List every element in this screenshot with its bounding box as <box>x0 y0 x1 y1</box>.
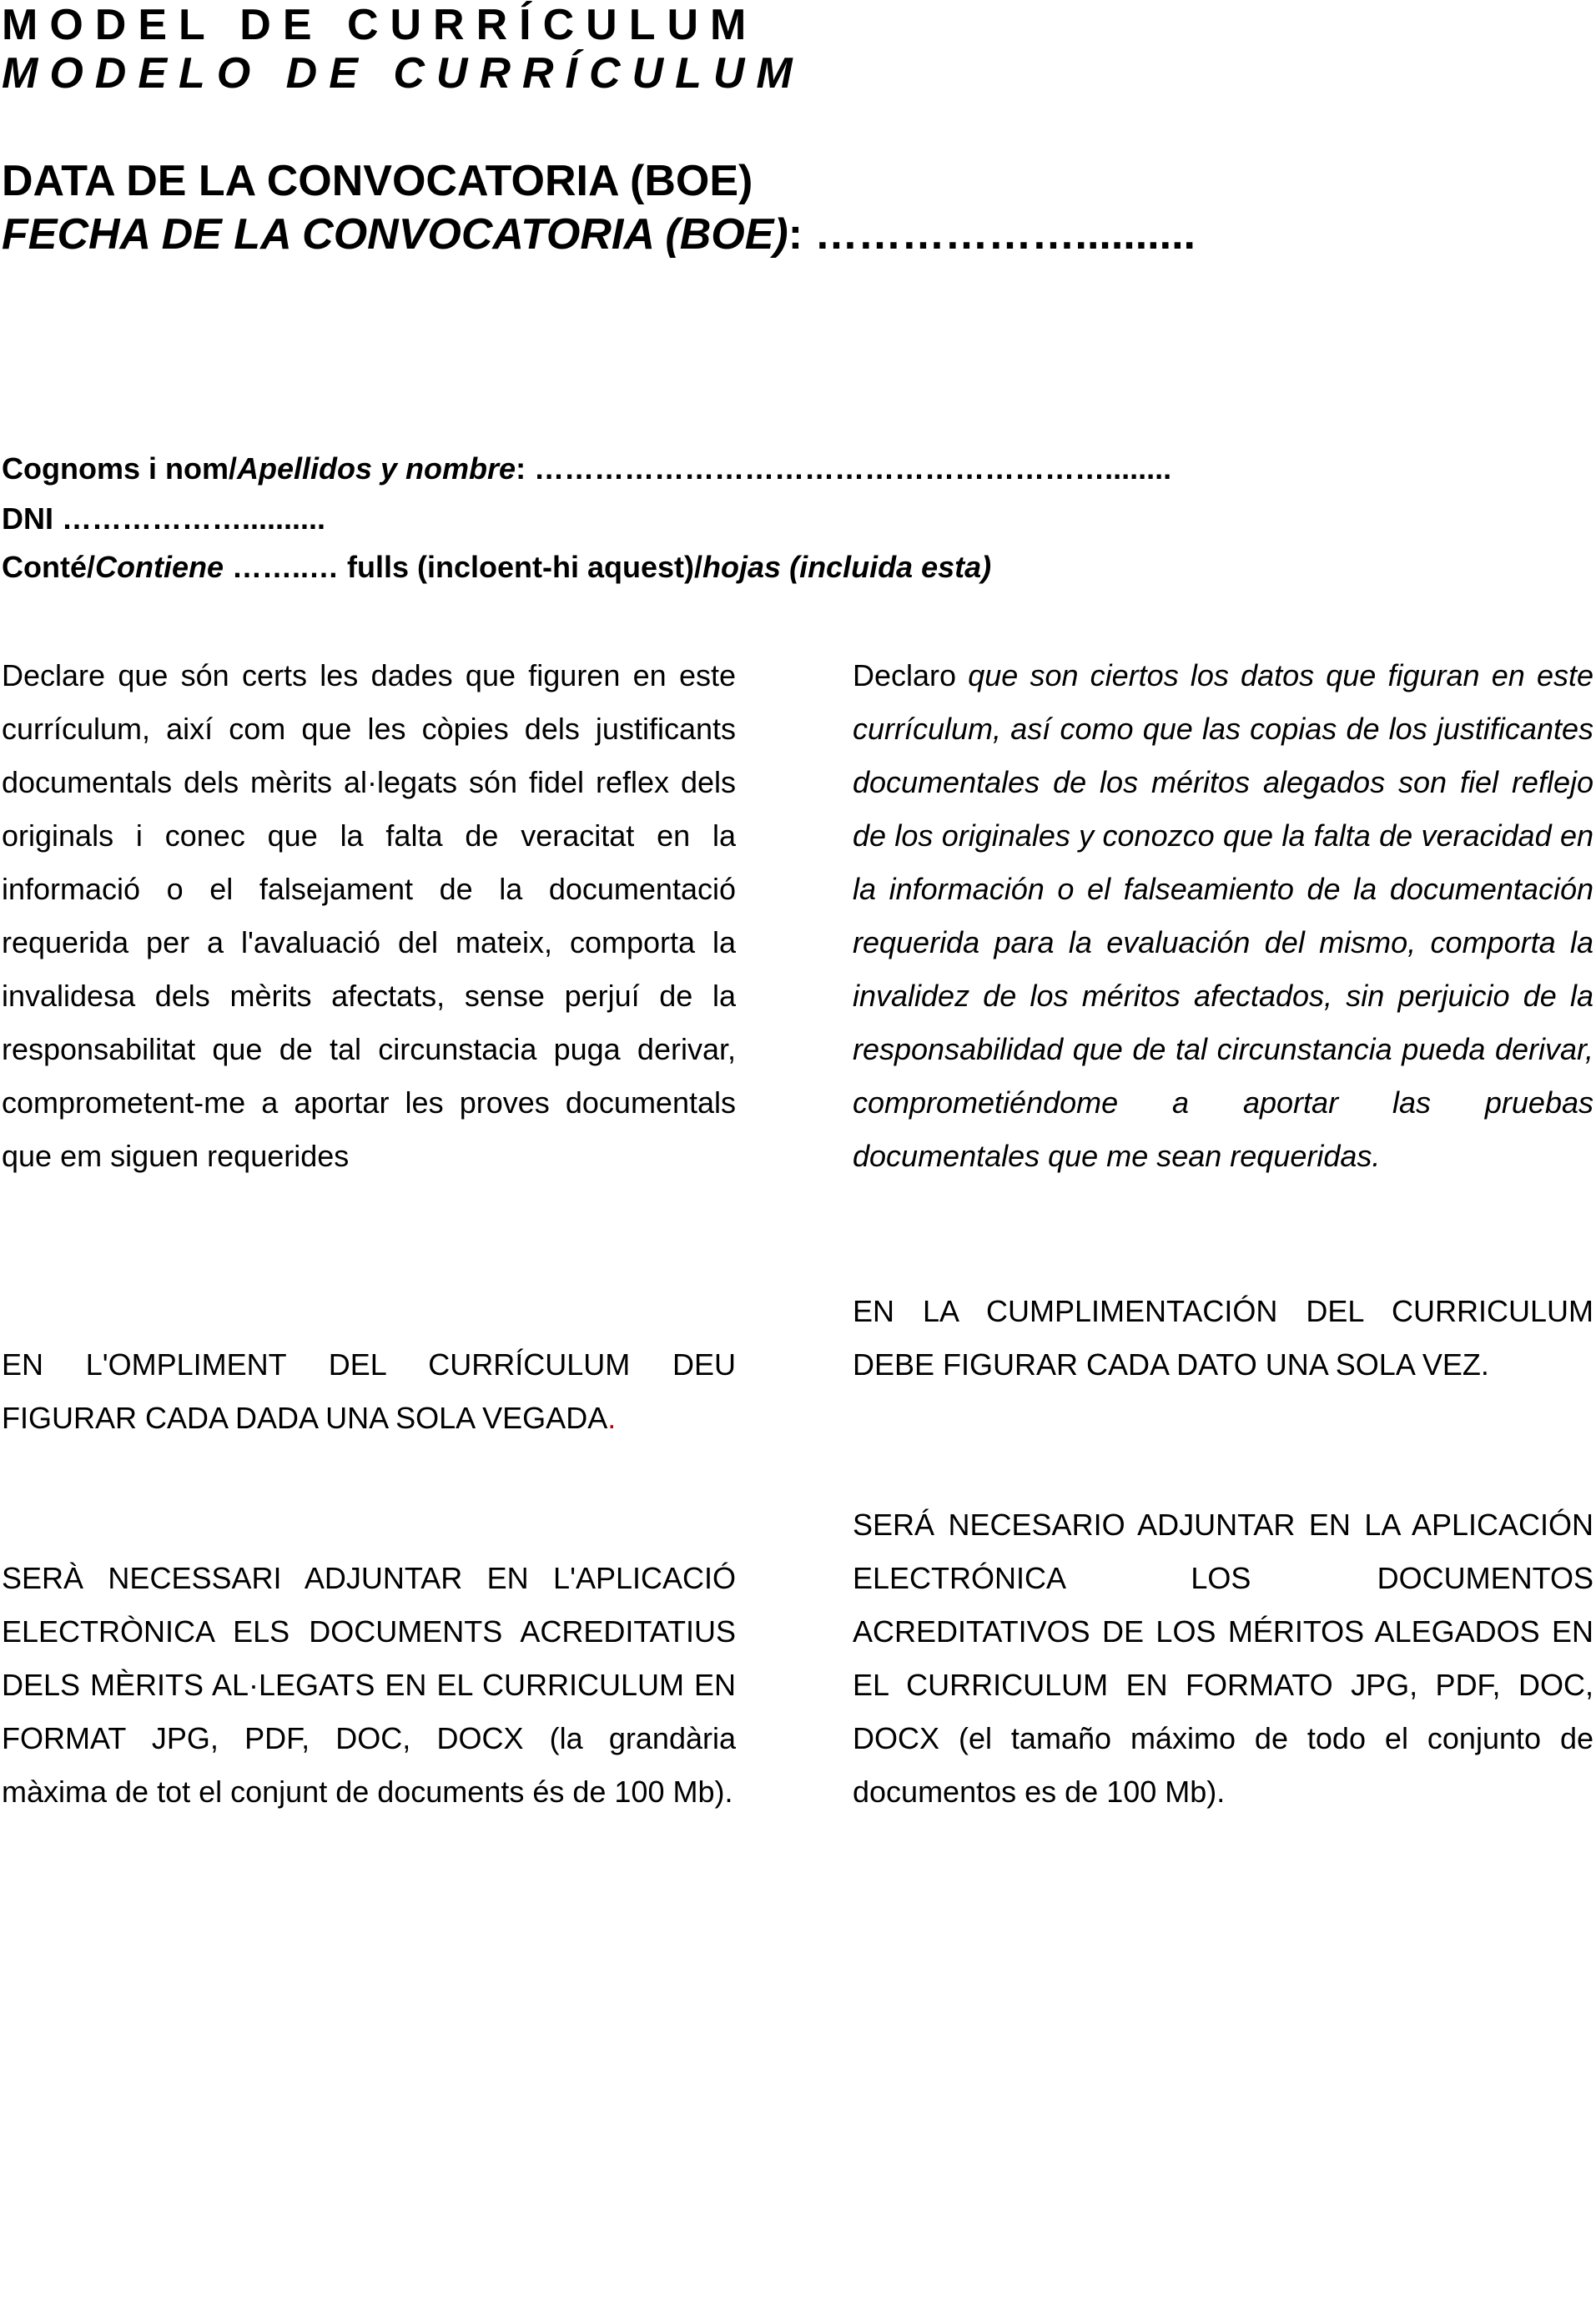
convocatoria-date-dots[interactable]: ……………….......... <box>814 210 1196 259</box>
contains-label-es: Contiene <box>95 550 224 584</box>
convocatoria-date-es-label: FECHA DE LA CONVOCATORIA (BOE) <box>2 210 788 259</box>
name-label-ca: Cognoms i nom/ <box>2 451 237 486</box>
convocatoria-date-ca: DATA DE LA CONVOCATORIA (BOE) <box>2 157 753 205</box>
notice-once-ca <box>2 1338 736 1445</box>
pages-count-field <box>2 544 991 591</box>
convocatoria-date-es <box>2 209 1196 260</box>
dni-label: DNI <box>2 501 62 536</box>
declaration-es-lead: Declaro <box>853 658 969 692</box>
contains-label-ca: Conté/ <box>2 550 95 584</box>
notice-once-ca-text: EN L'OMPLIMENT DEL CURRÍCULUM DEU FIGURAR CADA DADA UNA SOLA VEGADA <box>2 1347 736 1435</box>
name-input-dots[interactable]: …………………………………………………........ <box>534 451 1172 486</box>
contains-suffix-ca: fulls (incloent-hi aquest)/ <box>347 550 703 584</box>
name-field <box>2 446 1171 492</box>
declaration-es <box>853 649 1593 1183</box>
notice-attach-es: SERÁ NECESARIO ADJUNTAR EN LA APLICACIÓN ELECTRÓNICA LOS DOCUMENTOS ACREDITATIVOS DE LOS MÉRITOS ALEGADOS EN EL CURRICULUM EN FORMATO JPG, PDF, DOC, DOCX (el tamaño máximo de todo el conjunto de documentos es de 100 Mb). <box>853 1508 1593 1809</box>
declaration-es-text: que son ciertos los datos que figuran en este currículum, así como que las copias de los justificantes documentales de los méritos alegados son fiel reflejo de los originales y conozco que la falta de veracidad en la información o el falseamiento de la documentación requerida para la evaluación del mismo, comporta la invalidez de los méritos afectados, sin perjuicio de la responsabilidad que de tal circunstancia pueda derivar, comprometiéndome a aportar las pruebas documentales que me sean requeridas. <box>853 658 1593 1173</box>
page-title-ca: MODEL DE CURRÍCULUM <box>2 1 758 49</box>
pages-count-input-dots[interactable]: ……..… <box>224 550 348 584</box>
notice-once-ca-period: . <box>607 1401 617 1435</box>
declaration-ca: Declare que són certs les dades que figuren en este currículum, així com que les còpies dels justificants documentals dels mèrits al·legats són fidel reflex dels originals i conec que la falta de veracitat en la informació o el falsejament de la documentació requerida per a l'avaluació del mateix, comporta la invalidesa dels mèrits afectats, sense perjuí de la responsabilitat que de tal circunstacia puga derivar, comprometent-me a aportar les proves documentals que em siguen requerides <box>2 658 736 1173</box>
dni-input-dots[interactable]: ……………….......... <box>62 501 326 536</box>
notice-attach-ca: SERÀ NECESSARI ADJUNTAR EN L'APLICACIÓ ELECTRÒNICA ELS DOCUMENTS ACREDITATIUS DELS MÈRITS AL·LEGATS EN EL CURRICULUM EN FORMAT JPG, PDF, DOC, DOCX (la grandària màxima de tot el conjunt de documents és de 100 Mb). <box>2 1561 736 1809</box>
dni-field <box>2 496 325 542</box>
page-title-es: MODELO DE CURRÍCULUM <box>2 49 804 98</box>
contains-suffix-es: hojas (incluida esta) <box>702 550 992 584</box>
name-label-es: Apellidos y nombre <box>237 451 516 486</box>
name-sep: : <box>516 451 535 486</box>
notice-once-es: EN LA CUMPLIMENTACIÓN DEL CURRICULUM DEBE FIGURAR CADA DATO UNA SOLA VEZ. <box>853 1294 1593 1382</box>
convocatoria-date-sep: : <box>788 210 815 259</box>
